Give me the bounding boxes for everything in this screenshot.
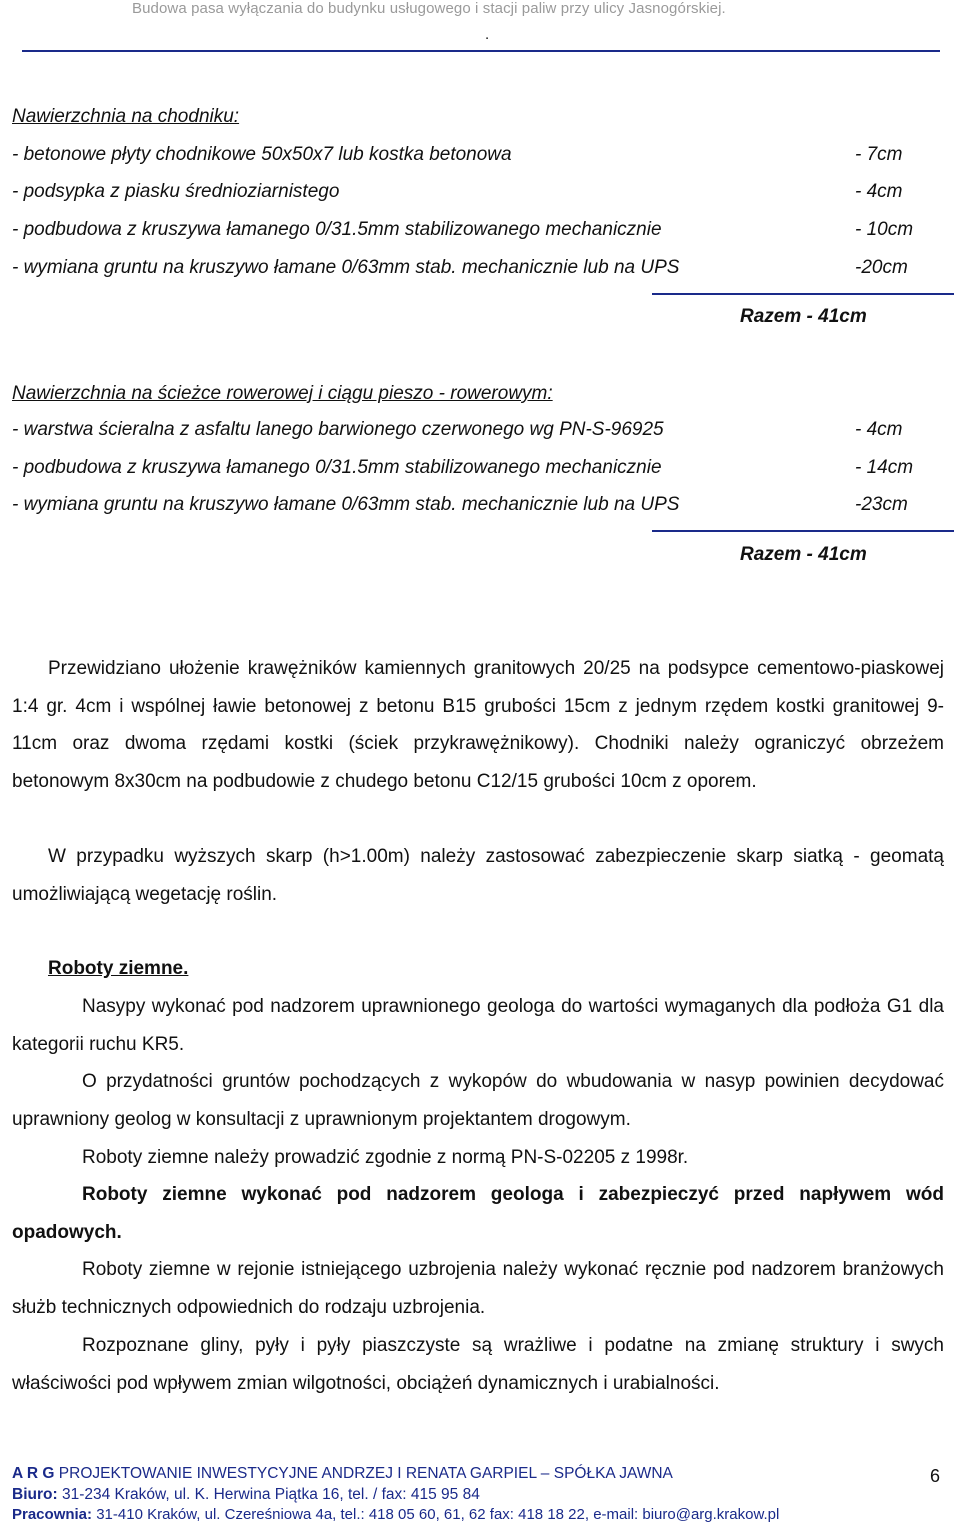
sum-rule bbox=[652, 293, 954, 295]
layer-thickness: -23cm bbox=[855, 494, 908, 515]
footer-studio: 31-410 Kraków, ul. Czereśniowa 4a, tel.: 418 05 60, 61, 62 fax: 418 18 22, e-mail: biuro@arg.krakow.pl bbox=[92, 1506, 780, 1523]
layer-thickness: - 4cm bbox=[855, 419, 903, 440]
sidewalk-row bbox=[12, 257, 942, 283]
bikepath-row bbox=[12, 457, 942, 483]
layer-label: - podsypka z piasku średnioziarnistego bbox=[12, 181, 340, 202]
sum-rule bbox=[652, 530, 954, 532]
layer-thickness: - 4cm bbox=[855, 181, 903, 202]
footer-studio-label: Pracownia: bbox=[12, 1506, 93, 1523]
bikepath-total: Razem - 41cm bbox=[740, 544, 867, 565]
layer-label: - wymiana gruntu na kruszywo łamane 0/63mm stab. mechanicznie lub na UPS bbox=[12, 257, 680, 278]
bikepath-row bbox=[12, 494, 942, 520]
sidewalk-heading: Nawierzchnia na chodniku: bbox=[12, 106, 240, 127]
footer-company-short: A R G bbox=[12, 1465, 55, 1482]
layer-thickness: - 14cm bbox=[855, 457, 914, 478]
earthworks-paragraph: O przydatności gruntów pochodzących z wykopów do wbudowania w nasyp powinien decydować uprawniony geolog w konsultacji z uprawnionym projektantem drogowym. bbox=[12, 1071, 944, 1130]
page-header bbox=[0, 0, 960, 54]
footer-office: 31-234 Kraków, ul. K. Herwina Piątka 16, tel. / fax: 415 95 84 bbox=[57, 1486, 480, 1503]
earthworks-paragraph bbox=[12, 1176, 944, 1251]
footer-line bbox=[12, 1465, 948, 1483]
bikepath-row bbox=[12, 419, 942, 445]
earthworks-bold-text: Roboty ziemne wykonać pod nadzorem geologa i zabezpieczyć przed napływem wód opadowych. bbox=[12, 1184, 944, 1243]
layer-thickness: -20cm bbox=[855, 257, 908, 278]
footer-company: PROJEKTOWANIE INWESTYCYJNE ANDRZEJ I RENATA GARPIEL – SPÓŁKA JAWNA bbox=[54, 1465, 673, 1482]
page-number: 6 bbox=[930, 1466, 941, 1486]
earthworks-paragraph: Roboty ziemne w rejonie istniejącego uzbrojenia należy wykonać ręcznie pod nadzorem branżowych służb technicznych odpowiednich do rodzaju uzbrojenia. bbox=[12, 1259, 944, 1318]
footer-line bbox=[12, 1506, 948, 1523]
earthworks-paragraph: Roboty ziemne należy prowadzić zgodnie z normą PN-S-02205 z 1998r. bbox=[82, 1147, 689, 1168]
layer-label: - betonowe płyty chodnikowe 50x50x7 lub kostka betonowa bbox=[12, 144, 512, 165]
sidewalk-row bbox=[12, 219, 942, 245]
slopes-paragraph: W przypadku wyższych skarp (h>1.00m) należy zastosować zabezpieczenie skarp siatką - geomatą umożliwiającą wegetację roślin. bbox=[12, 846, 944, 905]
sidewalk-total: Razem - 41cm bbox=[740, 306, 867, 327]
header-rule bbox=[22, 50, 940, 52]
earthworks-paragraph: Rozpoznane gliny, pyły i pyły piaszczyste są wrażliwe i podatne na zmianę struktury i swych właściwości pod wpływem zmian wilgotności, obciążeń dynamicznych i urabialności. bbox=[12, 1335, 944, 1394]
footer-line bbox=[12, 1486, 948, 1504]
sidewalk-row bbox=[12, 144, 942, 170]
layer-thickness: - 10cm bbox=[855, 219, 914, 240]
bikepath-heading: Nawierzchnia na ścieżce rowerowej i ciągu pieszo - rowerowym: bbox=[12, 383, 553, 404]
curbs-paragraph: Przewidziano ułożenie krawężników kamiennych granitowych 20/25 na podsypce cementowo-piaskowej 1:4 gr. 4cm i wspólnej ławie betonowej z betonu B15 grubości 15cm z jednym rzędem kostki granitowej 9-11cm oraz dwoma rzędami kostki (ściek przykrawężnikowy). Chodniki należy ograniczyć obrzeżem betonowym 8x30cm na podbudowie z chudego betonu C12/15 grubości 10cm z oporem. bbox=[12, 658, 944, 792]
earthworks-paragraph: Nasypy wykonać pod nadzorem uprawnionego geologa do wartości wymaganych dla podłoża G1 dla kategorii ruchu KR5. bbox=[12, 996, 944, 1055]
layer-label: - podbudowa z kruszywa łamanego 0/31.5mm stabilizowanego mechanicznie bbox=[12, 457, 662, 478]
layer-label: - wymiana gruntu na kruszywo łamane 0/63mm stab. mechanicznie lub na UPS bbox=[12, 494, 680, 515]
sidewalk-row bbox=[12, 181, 942, 207]
footer-office-label: Biuro: bbox=[12, 1486, 58, 1503]
layer-label: - podbudowa z kruszywa łamanego 0/31.5mm stabilizowanego mechanicznie bbox=[12, 219, 662, 240]
layer-thickness: - 7cm bbox=[855, 144, 903, 165]
earthworks-heading: Roboty ziemne. bbox=[48, 958, 189, 979]
header-dot: . bbox=[485, 26, 490, 43]
header-title: Budowa pasa wyłączania do budynku usługowego i stacji paliw przy ulicy Jasnogórskiej. bbox=[132, 0, 726, 17]
layer-label: - warstwa ścieralna z asfaltu lanego barwionego czerwonego wg PN-S-96925 bbox=[12, 419, 664, 440]
